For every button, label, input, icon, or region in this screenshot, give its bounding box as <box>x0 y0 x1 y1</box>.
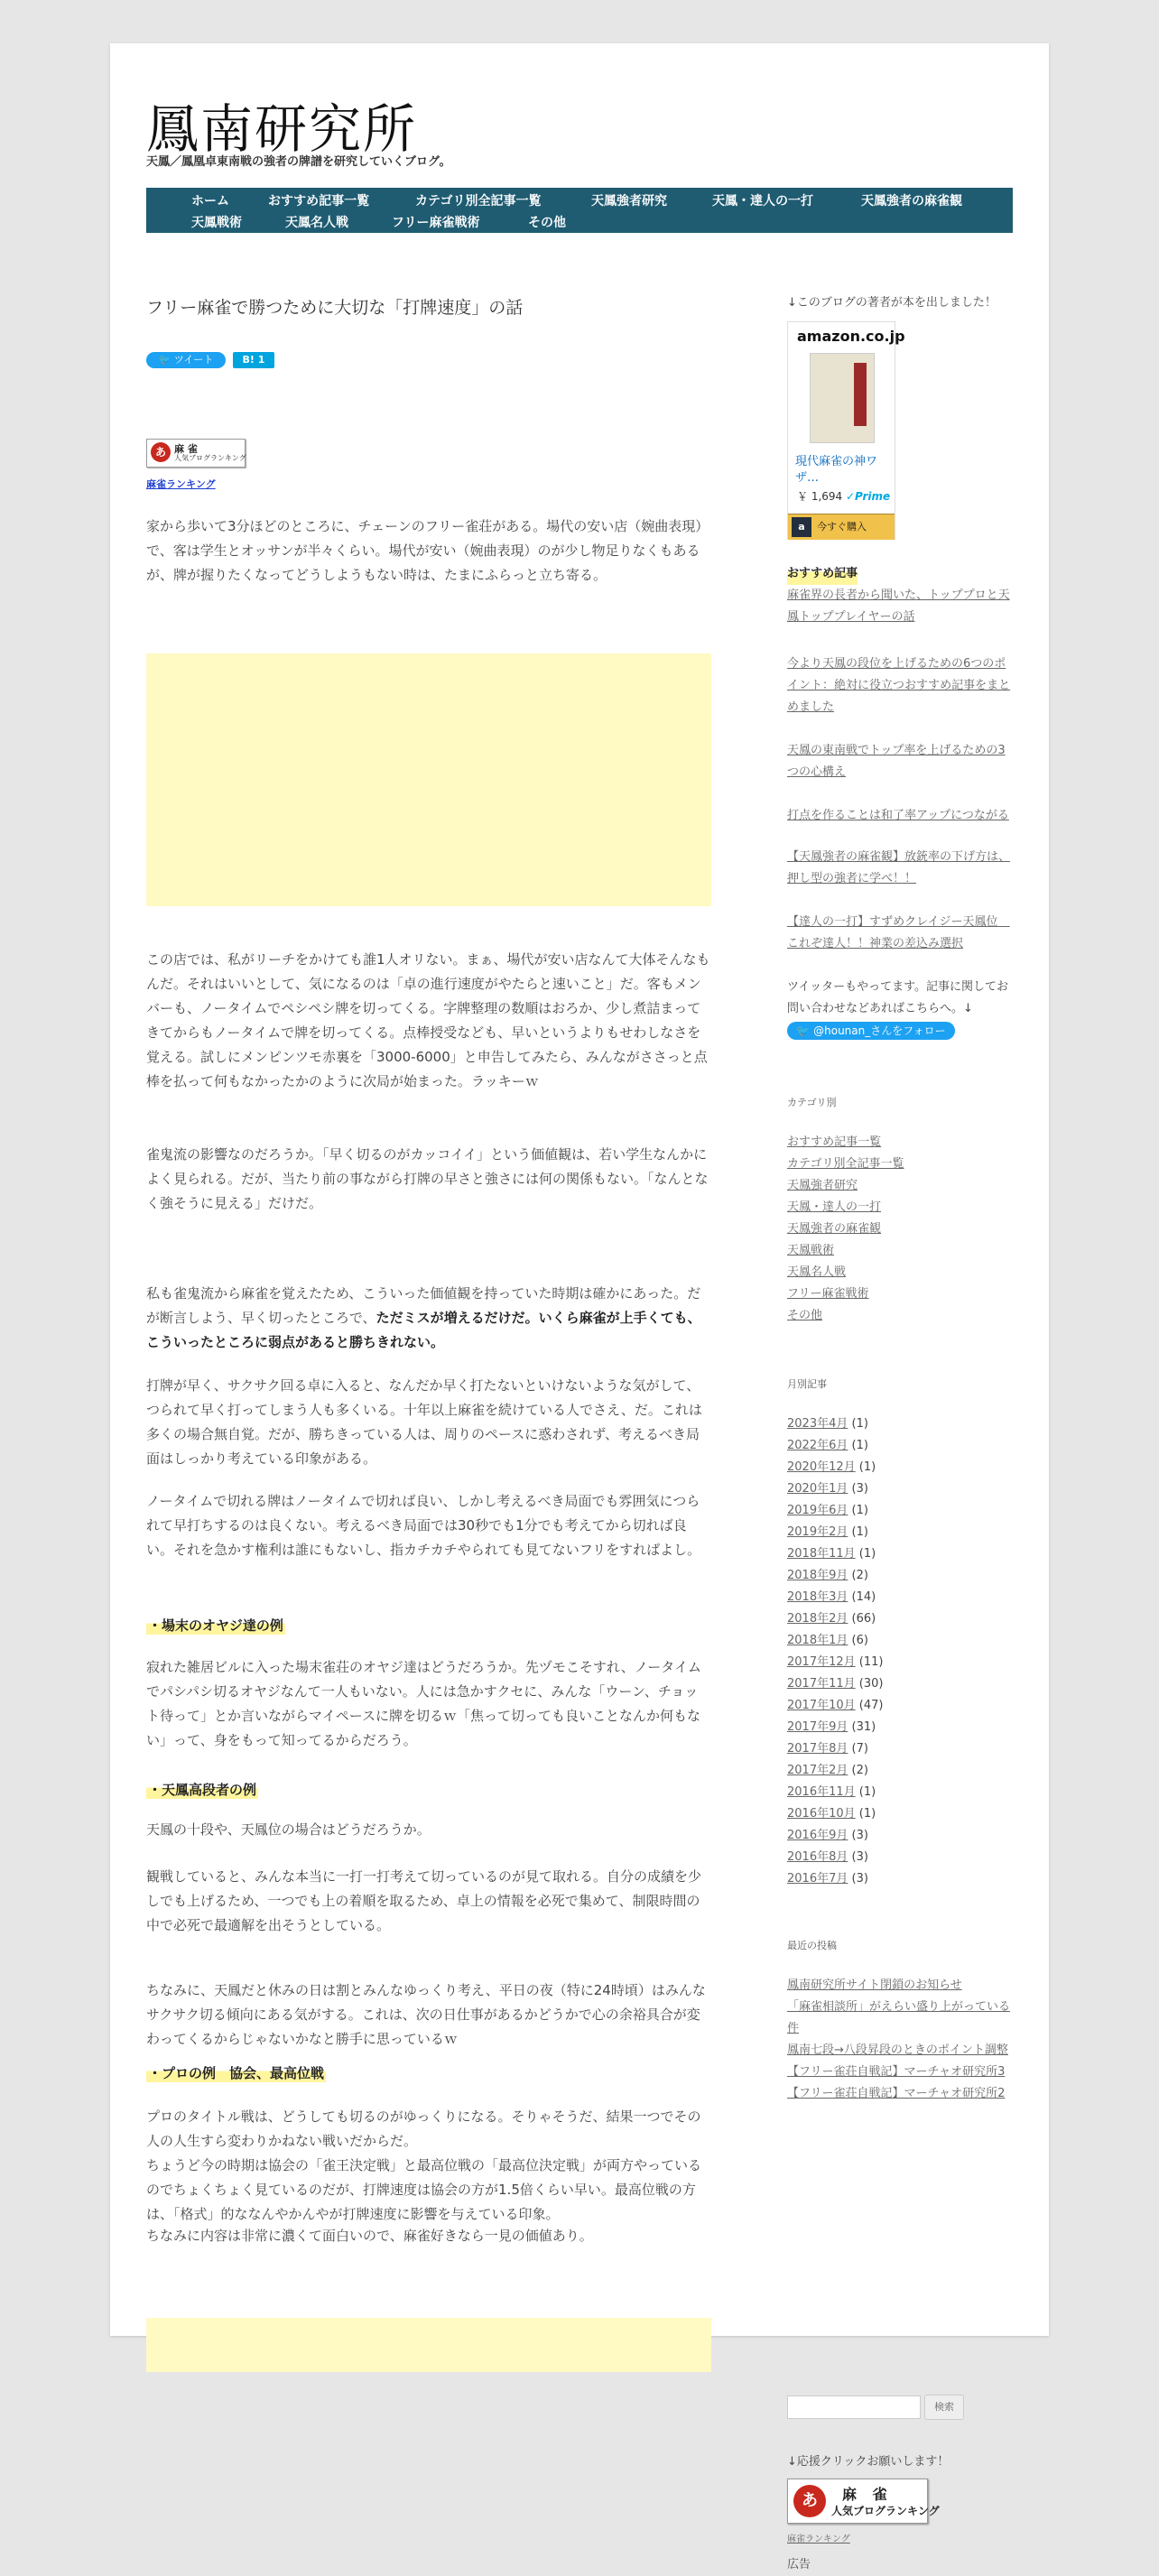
search-input[interactable] <box>787 2395 921 2419</box>
archive-count: (7) <box>851 1742 868 1756</box>
archive-item <box>787 1522 868 1543</box>
paragraph: 天鳳の十段や、天鳳位の場合はどうだろうか。 <box>146 1821 431 1838</box>
search-button[interactable]: 検索 <box>924 2395 964 2420</box>
archive-count: (3) <box>851 1482 868 1496</box>
book-price-value: ￥ 1,694 <box>797 490 843 503</box>
buy-now-button[interactable] <box>788 514 895 540</box>
archive-link[interactable]: 2018年11月 <box>787 1547 856 1561</box>
paragraph <box>146 1282 711 1355</box>
nav-item-recommended[interactable]: おすすめ記事一覧 <box>268 194 370 208</box>
archive-item <box>787 1500 868 1522</box>
paragraph: プロのタイトル戦は、どうしても切るのがゆっくりになる。そりゃそうだ、結果一つでその人の人生すら変わりかねない戦いだからだ。 <box>146 2108 701 2149</box>
archive-item <box>787 1738 868 1760</box>
archive-item <box>787 1652 883 1673</box>
archive-item <box>787 1825 868 1847</box>
category-link[interactable]: カテゴリ別全記事一覧 <box>787 1157 904 1171</box>
archive-count: (2) <box>851 1569 868 1582</box>
paragraph-text: 私も雀鬼流から麻雀を覚えたため、こういった価値観を持っていた時期は確かにあった。だが断言しよう、早く切ったところで、 <box>146 1285 701 1326</box>
ranking-banner-line2: 人気ブログランキング <box>174 454 246 462</box>
archive-link[interactable]: 2020年1月 <box>787 1482 848 1496</box>
ad-label: 広告 <box>787 2558 811 2571</box>
category-link[interactable]: 天鳳強者研究 <box>787 1179 858 1192</box>
ranking-banner[interactable] <box>146 439 246 468</box>
page-container <box>110 43 1049 2571</box>
archive-count: (11) <box>858 1655 884 1669</box>
archive-link[interactable]: 2017年2月 <box>787 1764 848 1777</box>
hatena-bookmark-button[interactable]: B! 1 <box>233 352 274 368</box>
archive-link[interactable]: 2019年6月 <box>787 1504 848 1517</box>
paragraph: 寂れた雑居ビルに入った場末雀荘のオヤジ達はどうだろうか。先ヅモこそすれ、ノータイムでパシパシ切るオヤジなんて一人もいない。人には急かすクセに、みんな「ウーン、チョット待って」とか言いながらマイペースに牌を切るｗ「焦って切っても良いことなんか何もない」って、身をもって知ってるからだろう。 <box>146 1659 702 1748</box>
archive-link[interactable]: 2019年2月 <box>787 1525 848 1539</box>
archive-link[interactable]: 2017年10月 <box>787 1699 856 1712</box>
recommend-link[interactable]: 天鳳の東南戦でトップ率を上げるための3つの心構え <box>787 744 1006 779</box>
paragraph: 家から歩いて3分ほどのところに、チェーンのフリー雀荘がある。場代の安い店（婉曲表現）で、客は学生とオッサンが半々くらい。場代が安い（婉曲表現）のが少し物足りなくもあるが、牌が握りたくなってどうしようもない時は、たまにふらっと立ち寄る。 <box>146 518 709 583</box>
paragraph: この店では、私がリーチをかけても誰1人オリない。まぁ、場代が安い店なんて大体そんなもんだ。それはいいとして、気になるのは「卓の進行速度がやたらと速いこと」だ。客もメンバーも、ノータイムでペシペシ牌を切ってくる。字牌整理の数順はおろか、少し煮詰まってきてからもノータイムで牌を切ってくる。点棒授受なども、早いというよりもせわしなさを覚える。試しにメンピンツモ赤裏を「3000-6000」と申告してみたら、みんながささっと点棒を払って何もなかったかのように次局が始まった。ラッキーｗ <box>146 951 710 1089</box>
site-description: 天鳳／鳳凰卓東南戦の強者の牌譜を研究していくブログ。 <box>146 155 451 169</box>
archive-link[interactable]: 2016年9月 <box>787 1829 848 1842</box>
nav-item-tactics[interactable]: 天鳳戦術 <box>191 216 242 230</box>
book-intro: ↓このブログの著者が本を出しました！ <box>787 296 997 310</box>
amazon-icon: a <box>792 517 811 537</box>
archive-count: (31) <box>851 1720 876 1734</box>
tweet-button[interactable] <box>146 352 226 368</box>
recent-post-link[interactable]: 【フリー雀荘自戦記】マーチャオ研究所3 <box>787 2065 1006 2079</box>
archive-link[interactable]: 2018年9月 <box>787 1569 848 1582</box>
category-link[interactable]: 天鳳強者の麻雀観 <box>787 1222 882 1236</box>
recommend-link[interactable]: 麻雀界の長者から聞いた、トッププロと天鳳トッププレイヤーの話 <box>787 588 1010 624</box>
archive-item <box>787 1630 868 1652</box>
archive-count: (14) <box>851 1590 876 1604</box>
recent-posts-heading: 最近の投稿 <box>787 1940 837 1951</box>
nav-item-home[interactable]: ホーム <box>191 194 229 208</box>
archive-link[interactable]: 2018年3月 <box>787 1590 848 1604</box>
category-link[interactable]: 天鳳・達人の一打 <box>787 1200 882 1214</box>
archive-item <box>787 1695 883 1717</box>
ranking-link[interactable]: 麻雀ランキング <box>146 478 216 490</box>
archive-item <box>787 1782 876 1803</box>
archive-item <box>787 1868 868 1890</box>
section-heading: ・プロの例 協会、最高位戦 <box>148 2065 325 2081</box>
archive-item <box>787 1457 876 1478</box>
archive-item <box>787 1435 868 1457</box>
archive-count: (3) <box>851 1872 868 1886</box>
section-heading: ・天鳳高段者の例 <box>148 1782 257 1798</box>
recent-post-link[interactable]: 鳳南研究所サイト閉鎖のお知らせ <box>787 1978 962 1992</box>
archive-link[interactable]: 2017年8月 <box>787 1742 848 1756</box>
recent-post-link[interactable]: 【フリー雀荘自戦記】マーチャオ研究所2 <box>787 2087 1006 2100</box>
section-heading: ・場末のオヤジ達の例 <box>148 1617 283 1634</box>
archive-link[interactable]: 2016年10月 <box>787 1807 856 1821</box>
paragraph: 雀鬼流の影響なのだろうか。「早く切るのがカッコイイ」という価値観は、若い学生なんかによく見られる。だが、当たり前の事ながら打牌の早さと強さには何の関係もない。「なんとなく強そうに見える」だけだ。 <box>146 1146 709 1211</box>
paragraph: 観戦していると、みんな本当に一打一打考えて切っているのが見て取れる。自分の成績を少しでも上げるため、一つでも上の着順を取るため、卓上の情報を必死で集めて、制限時間の中で必死で最適解を出そうとしている。 <box>146 1868 702 1933</box>
archive-link[interactable]: 2023年4月 <box>787 1417 848 1431</box>
category-link[interactable]: その他 <box>787 1309 823 1322</box>
nav-item-expert-move[interactable]: 天鳳・達人の一打 <box>712 194 813 208</box>
archive-count: (30) <box>858 1677 884 1691</box>
category-heading: カテゴリ別 <box>787 1097 837 1108</box>
archive-link[interactable]: 2018年1月 <box>787 1634 848 1647</box>
archive-count: (1) <box>858 1807 876 1821</box>
archive-item <box>787 1847 868 1868</box>
ranking-banner-line1: 麻 雀 <box>174 443 198 455</box>
category-link[interactable]: おすすめ記事一覧 <box>787 1135 882 1149</box>
nav-item-strong-players[interactable]: 天鳳強者研究 <box>591 194 667 208</box>
archive-count: (2) <box>851 1764 868 1777</box>
ranking-logo-icon: あ <box>793 2485 826 2517</box>
archive-item <box>787 1543 876 1565</box>
twitter-follow-button[interactable] <box>787 1022 955 1040</box>
archive-count: (1) <box>851 1525 868 1539</box>
archive-link[interactable]: 2022年6月 <box>787 1439 848 1452</box>
amazon-logo: amazon.co.jp <box>797 328 905 345</box>
paragraph: ちなみに内容は非常に濃くて面白いので、麻雀好きなら一見の価値あり。 <box>146 2228 593 2244</box>
recommend-link[interactable]: 【天鳳強者の麻雀観】放銃率の下げ方は、押し型の強者に学べ！！ <box>787 850 1011 885</box>
ad-slot[interactable] <box>146 653 711 906</box>
archive-count: (1) <box>851 1504 868 1517</box>
nav-item-other[interactable]: その他 <box>528 216 566 230</box>
archive-count: (3) <box>851 1850 868 1864</box>
nav-item-meijin[interactable]: 天鳳名人戦 <box>285 216 348 230</box>
ranking-logo-icon: あ <box>151 442 171 462</box>
tweet-label: ツイート <box>173 354 214 366</box>
recommend-link[interactable]: 今より天鳳の段位を上げるための6つのポイント：絶対に役立つおすすめ記事をまとめました <box>787 657 1011 714</box>
archive-item <box>787 1565 868 1587</box>
paragraph: ノータイムで切れる牌はノータイムで切れば良い、しかし考えるべき局面でも雰囲気につられて早打ちするのは良くない。考えるべき局面では30秒でも1分でも考えてから切れば良い。それを急かす権利は誰にもないし、指カチカチやられても見てないフリをすればよし。 <box>146 1493 701 1558</box>
recent-post-link[interactable]: 鳳南七段→八段昇段のときのポイント調整 <box>787 2043 1008 2057</box>
archive-link[interactable]: 2020年12月 <box>787 1460 856 1474</box>
paragraph: ちょうど今の時期は協会の「雀王決定戦」と最高位戦の「最高位決定戦」が両方やっているのでちょくちょく見ているのだが、打牌速度は協会の方が1.5倍くらい早い。最高位戦の方は、「格式」的ななんやかんやが打牌速度に影響を与えている印象。 <box>146 2157 702 2222</box>
archive-item <box>787 1587 876 1608</box>
ranking-banner-large[interactable] <box>787 2479 940 2524</box>
archive-item <box>787 1478 868 1500</box>
archive-link[interactable]: 2016年8月 <box>787 1850 848 1864</box>
recent-post-link[interactable]: 「麻雀相談所」がえらい盛り上がっている件 <box>787 2000 1011 2035</box>
archive-count: (1) <box>851 1417 868 1431</box>
book-title-link[interactable]: 現代麻雀の神ワザ… <box>795 455 878 485</box>
archive-item <box>787 1717 876 1738</box>
archive-count: (47) <box>858 1699 884 1712</box>
category-link[interactable]: 天鳳戦術 <box>787 1244 835 1257</box>
category-link[interactable]: 天鳳名人戦 <box>787 1265 847 1279</box>
archive-item <box>787 1608 876 1630</box>
archive-count: (1) <box>851 1439 868 1452</box>
paragraph: 打牌が早く、サクサク回る卓に入ると、なんだか早く打たないといけないような気がして、つられて早く打ってしまう人も多くいる。十年以上麻雀を続けている人でさえ、だ。これは多くの場合無自覚。だが、勝ちきっている人は、周りのペースに惑わされず、考えるべき局面はしっかり考えている印象がある。 <box>146 1377 702 1467</box>
paragraph-bold-text: ただミスが増えるだけだ。いくら麻雀が上手くても、こういったところに弱点があると勝ちきれない。 <box>146 1310 701 1350</box>
site-title[interactable]: 鳳南研究所 <box>146 98 418 160</box>
archive-count: (66) <box>851 1612 876 1626</box>
archive-count: (3) <box>851 1829 868 1842</box>
recommend-link[interactable]: 打点を作ることは和了率アップにつながる <box>787 809 1009 822</box>
archive-count: (1) <box>858 1460 876 1474</box>
support-text: ↓応援クリックお願いします！ <box>787 2455 950 2469</box>
main-nav <box>146 188 1013 233</box>
archive-item <box>787 1673 883 1695</box>
category-link[interactable]: フリー麻雀戦術 <box>787 1287 869 1301</box>
ranking-banner-line1: 麻 雀 <box>842 2486 893 2503</box>
book-cover-image[interactable] <box>810 353 875 443</box>
ad-slot[interactable] <box>146 2318 711 2372</box>
archive-item <box>787 1803 876 1825</box>
ranking-link[interactable]: 麻雀ランキング <box>787 2534 850 2544</box>
archive-heading: 月別記事 <box>787 1378 827 1390</box>
archive-link[interactable]: 2017年12月 <box>787 1655 856 1669</box>
follow-label: @hounan_さんをフォロー <box>813 1024 946 1037</box>
archive-link[interactable]: 2017年9月 <box>787 1720 848 1734</box>
archive-count: (1) <box>858 1785 876 1799</box>
ranking-banner-line2: 人気ブログランキング <box>831 2505 940 2517</box>
archive-count: (6) <box>851 1634 868 1647</box>
book-price <box>797 488 890 504</box>
nav-item-mahjong-view[interactable]: 天鳳強者の麻雀観 <box>861 194 962 208</box>
buy-now-label: 今すぐ購入 <box>817 521 867 533</box>
paragraph: ちなみに、天鳳だと休みの日は割とみんなゆっくり考え、平日の夜（特に24時頃）はみんなサクサク切る傾向にある気がする。これは、次の日仕事があるかどうかで心の余裕具合が変わってくるからじゃないかなと勝手に思っているｗ <box>146 1982 706 2047</box>
archive-item <box>787 1413 868 1435</box>
recommend-heading: おすすめ記事 <box>787 563 858 585</box>
article-title: フリー麻雀で勝つために大切な「打牌速度」の話 <box>146 298 524 318</box>
twitter-icon: 🐦 <box>158 354 172 366</box>
archive-link[interactable]: 2017年11月 <box>787 1677 856 1691</box>
prime-badge: ✓Prime <box>846 490 891 503</box>
twitter-note: ツイッターもやってます。記事に関してお問い合わせなどあればこちらへ。↓ <box>787 980 1009 1015</box>
archive-count: (1) <box>858 1547 876 1561</box>
archive-link[interactable]: 2016年11月 <box>787 1785 856 1799</box>
amazon-widget[interactable] <box>787 321 905 540</box>
nav-item-all-articles[interactable]: カテゴリ別全記事一覧 <box>415 194 542 208</box>
archive-link[interactable]: 2016年7月 <box>787 1872 848 1886</box>
archive-link[interactable]: 2018年2月 <box>787 1612 848 1626</box>
nav-item-free-mahjong[interactable]: フリー麻雀戦術 <box>392 216 480 230</box>
archive-item <box>787 1760 868 1782</box>
recommend-link[interactable]: 【達人の一打】すずめクレイジー天鳳位 これぞ達人！！神業の差込み選択 <box>787 915 1010 950</box>
twitter-icon: 🐦 <box>796 1024 811 1037</box>
